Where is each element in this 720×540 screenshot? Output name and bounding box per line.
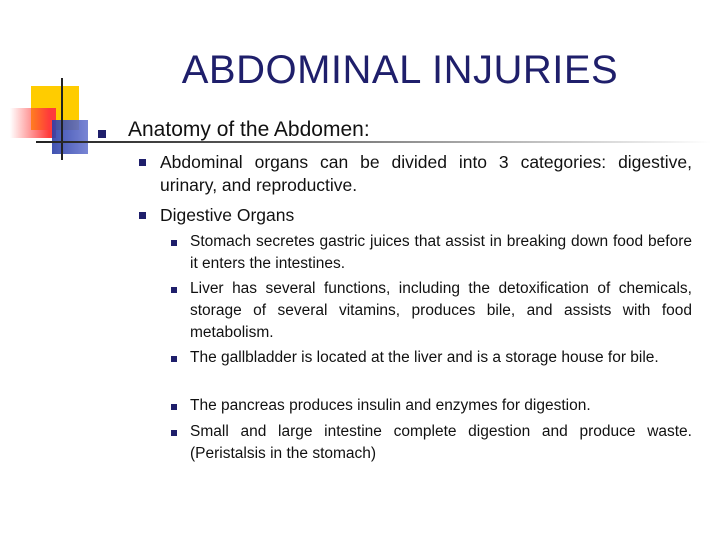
bullet-icon (171, 430, 177, 436)
level3-item-pancreas: The pancreas produces insulin and enzymes for digestion. (190, 397, 591, 414)
level1-heading: Anatomy of the Abdomen: (128, 118, 370, 141)
level3-item-gallbladder: The gallbladder is located at the liver and is a storage house for bile. (190, 349, 659, 366)
bullet-icon (139, 212, 146, 219)
bullet-icon (171, 356, 177, 362)
bullet-icon (171, 287, 177, 293)
level3-item-stomach: Stomach secretes gastric juices that assist in breaking down food before it enters the intestines. (190, 233, 692, 272)
level3-item-intestines: Small and large intestine complete digestion and produce waste. (Peristalsis in the stomach) (190, 423, 692, 462)
decorative-blue-square (52, 120, 88, 154)
bullet-icon (171, 404, 177, 410)
level2-item-categories: Abdominal organs can be divided into 3 categories: digestive, urinary, and reproductive. (160, 152, 692, 195)
slide-title: ABDOMINAL INJURIES (181, 48, 619, 92)
level3-item-liver: Liver has several functions, including the detoxification of chemicals, storage of several vitamins, produces bile, and assists with food metabolism. (190, 280, 692, 341)
bullet-icon (171, 240, 177, 246)
bullet-icon (139, 159, 146, 166)
decorative-red-bar (10, 108, 56, 138)
bullet-icon (98, 130, 106, 138)
level2-item-digestive-organs: Digestive Organs (160, 205, 295, 225)
decorative-vertical-line (61, 78, 63, 160)
